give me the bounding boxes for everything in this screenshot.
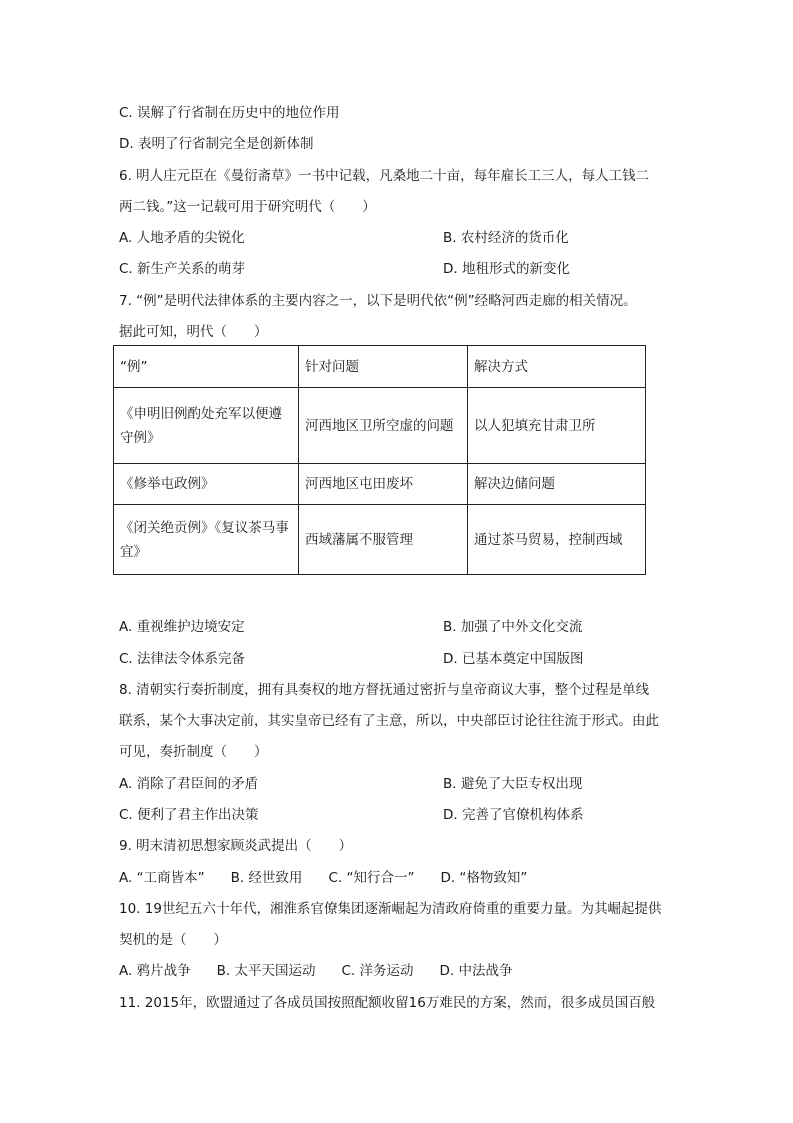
question-9-stem: 9. 明末清初思想家顾炎武提出（ ） xyxy=(119,838,353,854)
table-cell: 《申明旧例酌处充军以便遵守例》 xyxy=(114,388,299,464)
table-row xyxy=(114,505,646,575)
table-header-cell: 针对问题 xyxy=(299,346,468,388)
table-header-cell: “例” xyxy=(114,346,299,388)
question-9-option-a: A. “工商皆本” xyxy=(119,870,205,886)
question-9-options xyxy=(119,869,553,887)
question-5-option-d: D. 表明了行省制完全是创新体制 xyxy=(119,136,314,152)
question-6-option-d: D. 地租形式的新变化 xyxy=(443,261,570,277)
question-9-option-c: C. “知行合一” xyxy=(328,870,415,886)
question-9-option-d: D. “格物致知” xyxy=(440,870,528,886)
question-10-option-b: B. 太平天国运动 xyxy=(216,963,316,979)
question-7-table xyxy=(113,345,646,575)
question-6-option-c: C. 新生产关系的萌芽 xyxy=(119,261,246,277)
question-8-stem-cont: 联系，某个大事决定前，其实皇帝已经有了主意，所以，中央部臣讨论往往流于形式。由此 xyxy=(119,713,659,729)
question-7-option-d: D. 已基本奠定中国版图 xyxy=(443,651,584,667)
question-8-stem-cont: 可见，奏折制度（ ） xyxy=(119,744,268,760)
question-6-stem-cont: 两二钱。”这一记载可用于研究明代（ ） xyxy=(119,199,376,215)
question-8-option-d: D. 完善了官僚机构体系 xyxy=(443,807,584,823)
table-header-cell: 解决方式 xyxy=(468,346,646,388)
table-cell: 西域藩属不服管理 xyxy=(299,505,468,575)
question-5-option-c: C. 误解了行省制在历史中的地位作用 xyxy=(119,105,340,121)
question-8-option-a: A. 消除了君臣间的矛盾 xyxy=(119,776,259,792)
question-6-option-a: A. 人地矛盾的尖锐化 xyxy=(119,230,245,246)
question-7-option-c: C. 法律法令体系完备 xyxy=(119,651,246,667)
question-10-stem: 10. 19世纪五六十年代，湘淮系官僚集团逐渐崛起为清政府倚重的重要力量。为其崛起提供 xyxy=(119,901,662,917)
table-cell: 河西地区屯田废坏 xyxy=(299,464,468,505)
question-8-option-c: C. 便利了君主作出决策 xyxy=(119,807,259,823)
question-6-option-b: B. 农村经济的货币化 xyxy=(443,230,569,246)
table-cell: 河西地区卫所空虚的问题 xyxy=(299,388,468,464)
question-10-option-d: D. 中法战争 xyxy=(439,963,513,979)
table-row xyxy=(114,388,646,464)
question-9-option-b: B. 经世致用 xyxy=(230,870,303,886)
question-10-stem-cont: 契机的是（ ） xyxy=(119,932,227,948)
table-row xyxy=(114,464,646,505)
question-7-stem-cont: 据此可知，明代（ ） xyxy=(119,324,268,340)
question-8-stem: 8. 清朝实行奏折制度，拥有具奏权的地方督抚通过密折与皇帝商议大事，整个过程是单线 xyxy=(119,682,650,698)
table-cell: 以人犯填充甘肃卫所 xyxy=(468,388,646,464)
table-cell: 《闭关绝贡例》《复议茶马事宜》 xyxy=(114,505,299,575)
table-cell: 《修举屯政例》 xyxy=(114,464,299,505)
question-10-option-a: A. 鸦片战争 xyxy=(119,963,191,979)
question-10-option-c: C. 洋务运动 xyxy=(341,963,414,979)
table-cell: 解决边储问题 xyxy=(468,464,646,505)
question-11-stem: 11. 2015年，欧盟通过了各成员国按照配额收留16万难民的方案，然而，很多成员国百般 xyxy=(119,995,656,1011)
question-7-option-a: A. 重视维护边境安定 xyxy=(119,619,245,635)
question-7-option-b: B. 加强了中外文化交流 xyxy=(443,619,583,635)
question-10-options xyxy=(119,962,538,980)
table-header-row xyxy=(114,346,646,388)
question-7-stem: 7. “例”是明代法律体系的主要内容之一，以下是明代依“例”经略河西走廊的相关情况。 xyxy=(119,293,637,309)
question-8-option-b: B. 避免了大臣专权出现 xyxy=(443,776,583,792)
question-6-stem: 6. 明人庄元臣在《曼衍斋草》一书中记载，凡桑地二十亩，每年雇长工三人，每人工钱二 xyxy=(119,168,650,184)
table-cell: 通过茶马贸易，控制西域 xyxy=(468,505,646,575)
